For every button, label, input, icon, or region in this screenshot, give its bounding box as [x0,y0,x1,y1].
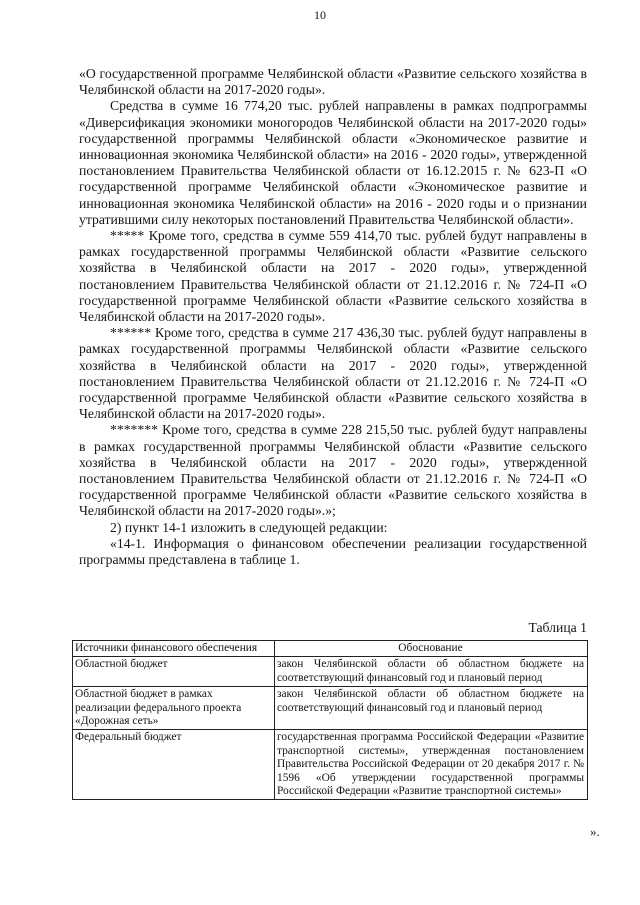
paragraph-item-14-1: «14-1. Информация о финансовом обеспечении реализации государственной программы представлена в таблице 1. [79,535,587,568]
closing-quote: ». [590,824,600,839]
financing-table [72,640,588,800]
paragraph-footnote-7-stars: ******* Кроме того, средства в сумме 228 215,50 тыс. рублей будут направлены в рамках государственной программы Челябинской области «Развитие сельского хозяйства в Челябинской области на 2017 - 2020 годы», утвержденной постановлением Правительства Челябинской области от 21.12.2016 г. № 724-П «О государственной программе Челябинской области «Развитие сельского хозяйства в Челябинской области на 2017-2020 годы».»; [79,422,587,519]
paragraph-footnote-5-stars: ***** Кроме того, средства в сумме 559 414,70 тыс. рублей будут направлены в рамках государственной программы Челябинской области «Развитие сельского хозяйства в Челябинской области на 2017 - 2020 годы», утвержденной постановлением Правительства Челябинской области от 21.12.2016 г. № 724-П «О государственной программе Челябинской области «Развитие сельского хозяйства в Челябинской области на 2017-2020 годы». [79,228,587,325]
table-header-row [73,641,588,657]
paragraph-footnote-6-stars: ****** Кроме того, средства в сумме 217 436,30 тыс. рублей будут направлены в рамках государственной программы Челябинской области «Развитие сельского хозяйства в Челябинской области на 2017 - 2020 годы», утвержденной постановлением Правительства Челябинской области от 21.12.2016 г. № 724-П «О государственной программе Челябинской области «Развитие сельского хозяйства в Челябинской области на 2017-2020 годы». [79,325,587,422]
paragraph-diversification-funds: Средства в сумме 16 774,20 тыс. рублей направлены в рамках подпрограммы «Диверсификация экономики моногородов Челябинской области на 2017-2020 годы» государственной программы Челябинской области «Экономическое развитие и инновационная экономика Челябинской области» на 2016 - 2020 годы», утвержденной постановлением Правительства Челябинской области от 16.12.2015 г. № 623-П «О государственной программе Челябинской области «Экономическое развитие и инновационная экономика Челябинской области» на 2016 - 2020 годы и о признании утратившими силу некоторых постановлений Правительства Челябинской области». [79,98,587,227]
document-body [79,66,587,568]
header-basis: Обоснование [275,641,588,657]
cell-basis: государственная программа Российской Федерации «Развитие транспортной системы», утвержденная постановлением Правительства Российской Федерации от 20 декабря 2017 г. № 1596 «Об утверждении государственной программы Российской Федерации «Развитие транспортной системы» [275,730,588,800]
page-number: 10 [314,8,326,22]
cell-source: Областной бюджет [73,657,275,687]
cell-source: Федеральный бюджет [73,730,275,800]
header-sources: Источники финансового обеспечения [73,641,275,657]
cell-source: Областной бюджет в рамках реализации федерального проекта «Дорожная сеть» [73,687,275,730]
cell-basis: закон Челябинской области об областном бюджете на соответствующий финансовый год и плановый период [275,687,588,730]
table-row [73,730,588,800]
paragraph-item-14-1-instruction: 2) пункт 14-1 изложить в следующей редакции: [110,519,388,535]
table-row [73,657,588,687]
table-caption: Таблица 1 [528,620,587,635]
paragraph-program-title: «О государственной программе Челябинской области «Развитие сельского хозяйства в Челябинской области на 2017-2020 годы». [79,66,587,98]
table-row [73,687,588,730]
cell-basis: закон Челябинской области об областном бюджете на соответствующий финансовый год и плановый период [275,657,588,687]
